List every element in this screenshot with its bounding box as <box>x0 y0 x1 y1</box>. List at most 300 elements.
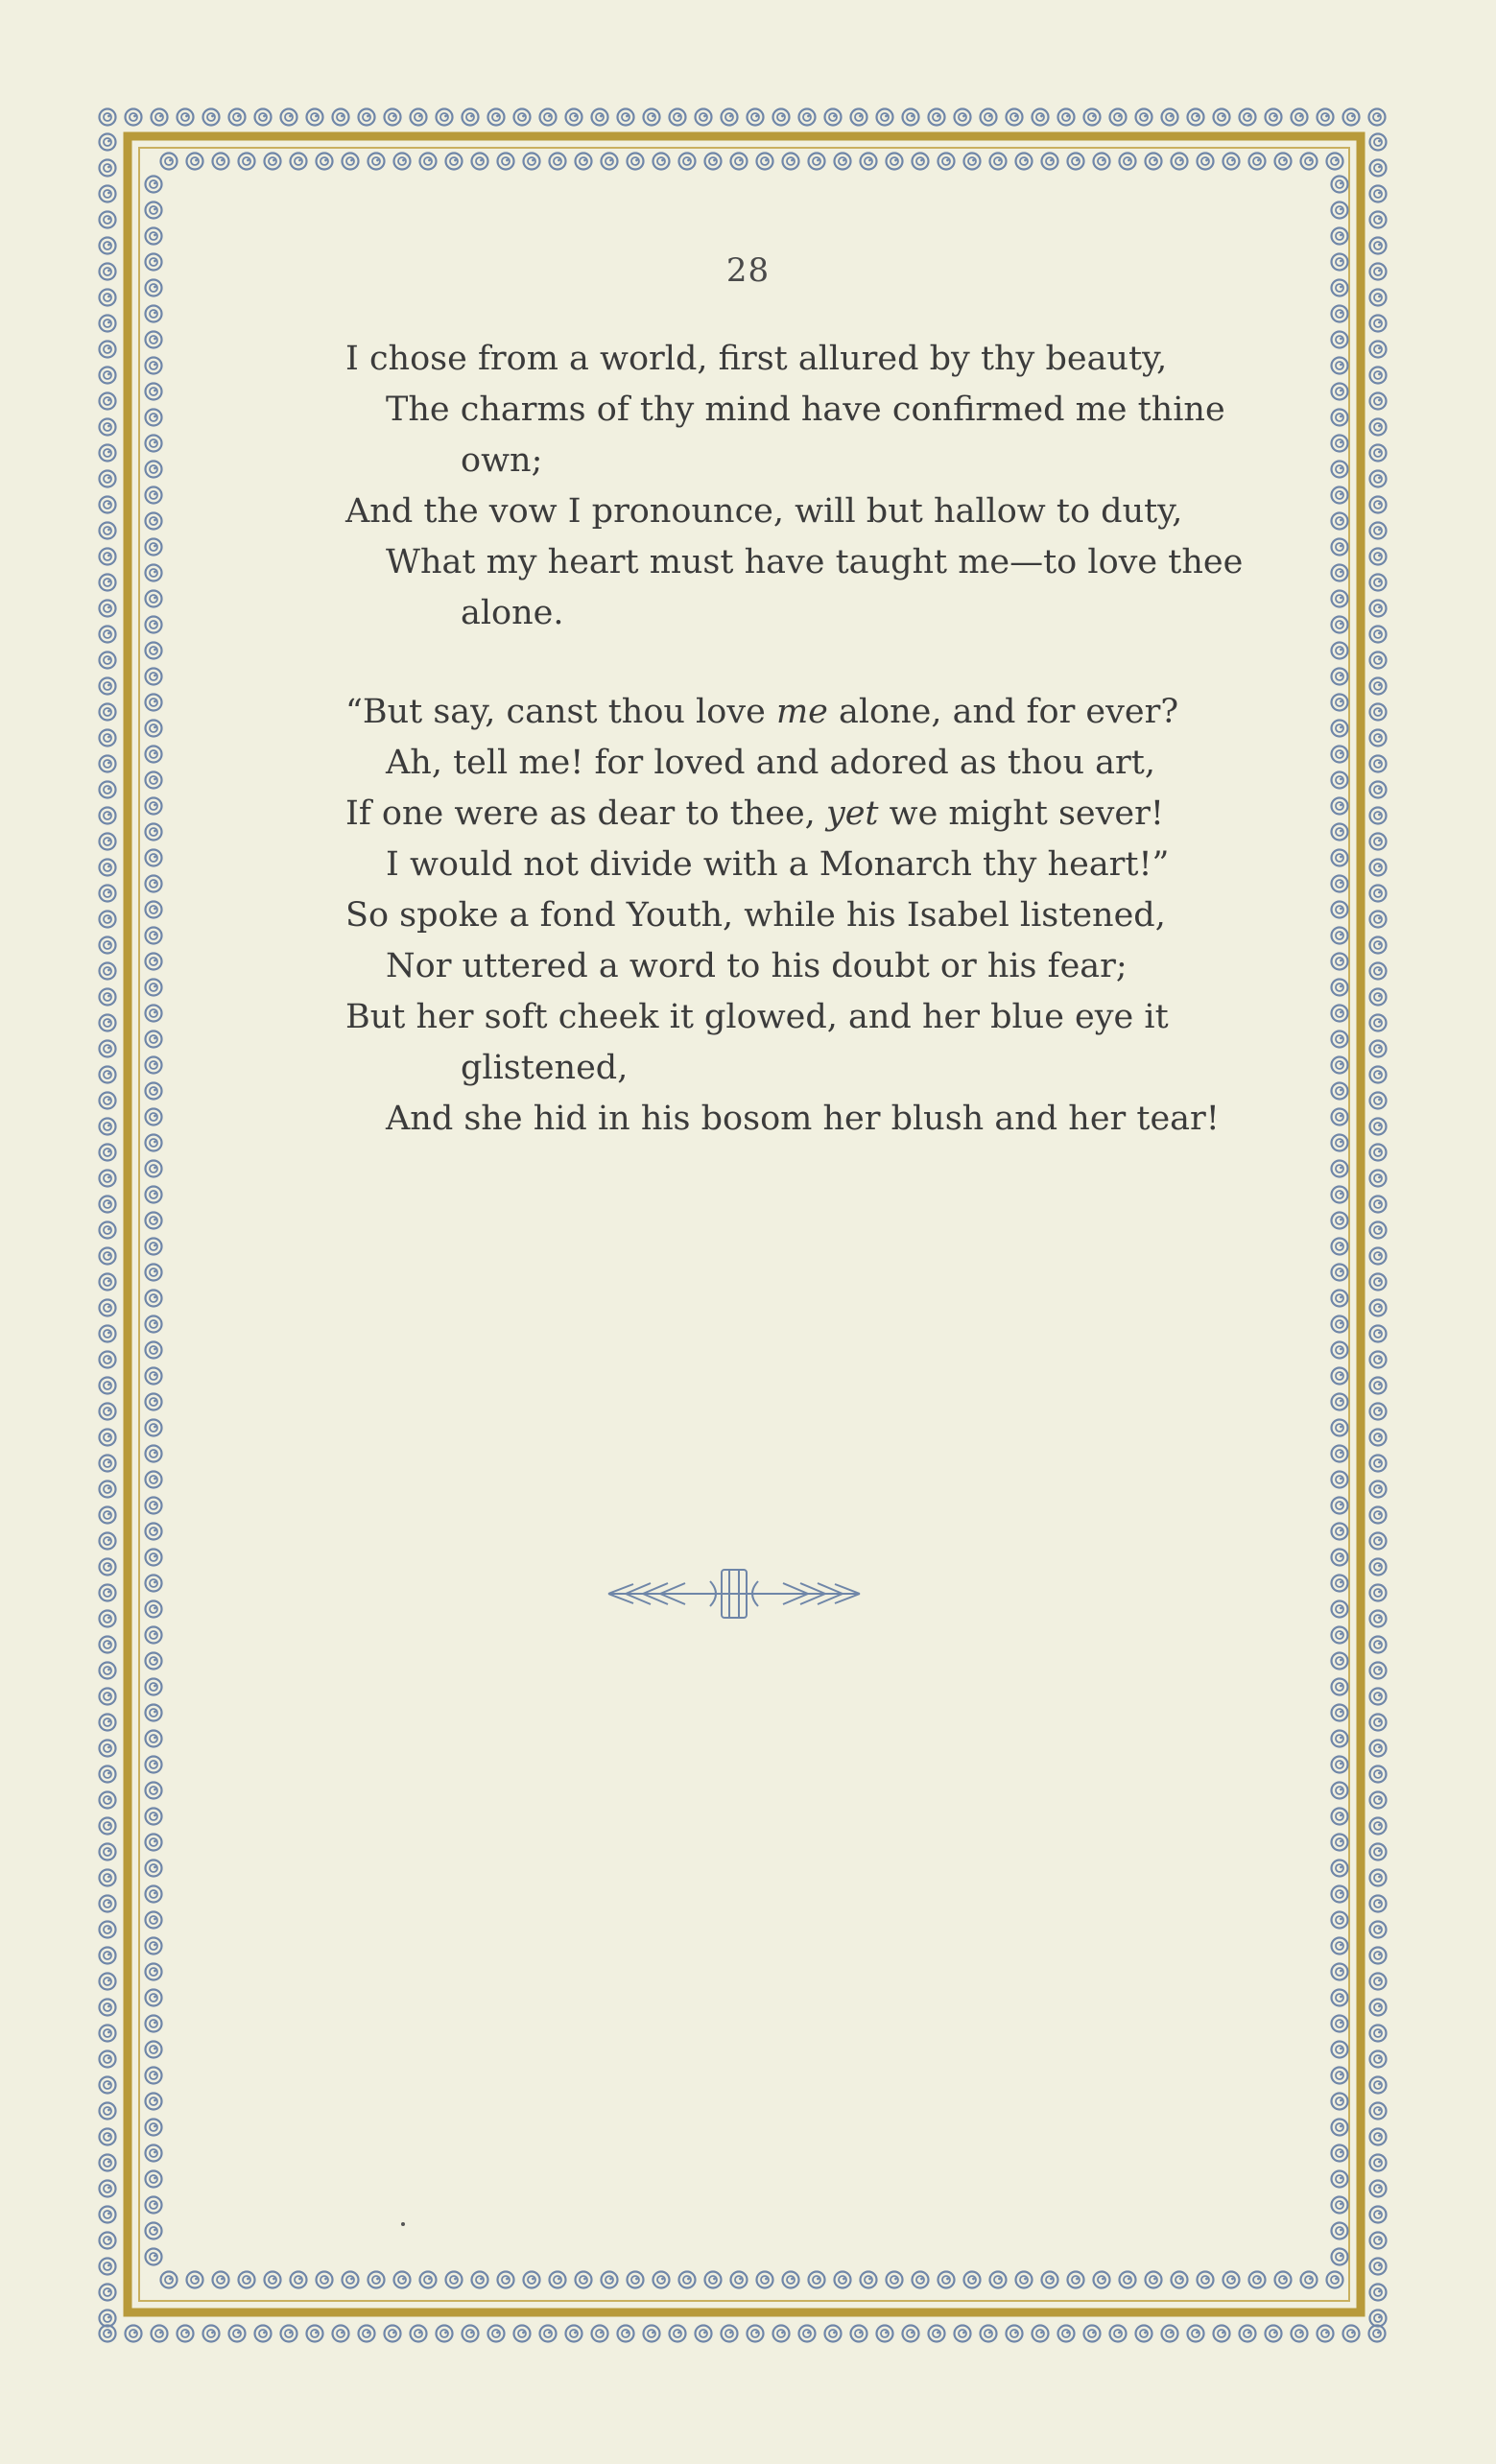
scroll-ornament-icon <box>1332 643 1348 659</box>
scroll-ornament-icon <box>100 860 116 876</box>
scroll-ornament-icon <box>1332 1679 1348 1695</box>
scroll-ornament-icon <box>146 2223 162 2239</box>
scroll-ornament-icon <box>1370 212 1387 228</box>
scroll-ornament-icon <box>1332 1291 1348 1307</box>
scroll-ornament-icon <box>1370 963 1387 980</box>
scroll-ornament-icon <box>385 109 401 126</box>
scroll-ornament-icon <box>877 2326 893 2342</box>
scroll-ornament-icon <box>146 2042 162 2058</box>
scroll-ornament-icon <box>540 2326 557 2342</box>
scroll-ornament-icon <box>1332 177 1348 193</box>
scroll-ornament-icon <box>281 109 297 126</box>
scroll-ornament-icon <box>100 1430 116 1446</box>
scroll-ornament-icon <box>100 2077 116 2094</box>
scroll-ornament-icon <box>100 1974 116 1990</box>
scroll-ornament-icon <box>291 154 307 170</box>
scroll-ornament-icon <box>887 154 903 170</box>
scroll-ornament-icon <box>498 154 514 170</box>
scroll-ornament-icon <box>1042 2272 1058 2288</box>
scroll-ornament-icon <box>146 1550 162 1566</box>
scroll-ornament-icon <box>1332 669 1348 685</box>
scroll-ornament-icon <box>146 1031 162 1048</box>
scroll-ornament-icon <box>307 109 323 126</box>
poem-line: own; <box>461 441 543 480</box>
scroll-ornament-icon <box>1240 109 1256 126</box>
scroll-ornament-icon <box>825 109 842 126</box>
scroll-ornament-icon <box>488 2326 505 2342</box>
scroll-ornament-icon <box>1120 154 1136 170</box>
scroll-ornament-icon <box>1188 109 1204 126</box>
scroll-ornament-icon <box>1110 2326 1127 2342</box>
scroll-ornament-icon <box>1370 1948 1387 1964</box>
scroll-ornament-icon <box>1332 410 1348 426</box>
emphasis: me <box>775 693 828 731</box>
scroll-ornament-icon <box>100 1766 116 1783</box>
scroll-ornament-icon <box>1332 1860 1348 1877</box>
scroll-ornament-icon <box>146 410 162 426</box>
scroll-ornament-icon <box>1370 2310 1387 2327</box>
scroll-ornament-icon <box>981 2326 997 2342</box>
scroll-ornament-icon <box>1332 1757 1348 1773</box>
stanza-1 <box>345 334 1257 639</box>
scroll-ornament-icon <box>100 109 116 126</box>
scroll-ornament-icon <box>146 2016 162 2032</box>
scroll-ornament-icon <box>851 109 867 126</box>
scroll-ornament-icon <box>100 1171 116 1187</box>
scroll-ornament-icon <box>498 2272 514 2288</box>
scroll-ornament-icon <box>411 2326 427 2342</box>
scroll-ornament-icon <box>1327 2272 1343 2288</box>
scroll-ornament-icon <box>146 850 162 866</box>
scroll-ornament-icon <box>394 2272 411 2288</box>
scroll-ornament-icon <box>1016 154 1033 170</box>
scroll-ornament-icon <box>1370 2026 1387 2042</box>
scroll-ornament-icon <box>1332 1394 1348 1410</box>
scroll-ornament-icon <box>722 2326 738 2342</box>
scroll-ornament-icon <box>679 154 696 170</box>
scroll-ornament-icon <box>146 591 162 607</box>
scroll-ornament-icon <box>1094 154 1110 170</box>
scroll-ornament-icon <box>1033 109 1049 126</box>
scroll-ornament-icon <box>1332 436 1348 452</box>
scroll-ornament-icon <box>514 109 531 126</box>
scroll-ornament-icon <box>100 1326 116 1342</box>
scroll-ornament-icon <box>146 2171 162 2188</box>
scroll-ornament-icon <box>126 2326 142 2342</box>
scroll-ornament-icon <box>100 2233 116 2249</box>
scroll-ornament-icon <box>343 2272 359 2288</box>
scroll-ornament-icon <box>1332 1031 1348 1048</box>
scroll-ornament-icon <box>265 154 281 170</box>
scroll-ornament-icon <box>100 523 116 539</box>
scroll-ornament-icon <box>146 1368 162 1385</box>
scroll-ornament-icon <box>152 109 168 126</box>
scroll-ornament-icon <box>146 1239 162 1255</box>
scroll-ornament-icon <box>333 2326 349 2342</box>
scroll-ornament-icon <box>722 109 738 126</box>
scroll-ornament-icon <box>1016 2272 1033 2288</box>
scroll-ornament-icon <box>100 652 116 669</box>
scroll-ornament-icon <box>146 2120 162 2136</box>
scroll-ornament-icon <box>1370 1248 1387 1265</box>
scroll-ornament-icon <box>524 154 540 170</box>
poem-line: I chose from a world, first allured by thy beauty, <box>345 340 1168 378</box>
scroll-ornament-icon <box>100 471 116 487</box>
scroll-ornament-icon <box>100 1533 116 1550</box>
scroll-ornament-icon <box>1332 1835 1348 1851</box>
scroll-ornament-icon <box>1370 704 1387 721</box>
scroll-ornament-icon <box>307 2326 323 2342</box>
scroll-ornament-icon <box>1370 1715 1387 1731</box>
scroll-ornament-icon <box>317 154 333 170</box>
scroll-ornament-icon <box>291 2272 307 2288</box>
scroll-ornament-icon <box>146 1938 162 1955</box>
scroll-ornament-icon <box>1332 1601 1348 1618</box>
scroll-ornament-icon <box>1370 1404 1387 1420</box>
scroll-ornament-icon <box>1370 1378 1387 1394</box>
scroll-ornament-icon <box>670 2326 686 2342</box>
scroll-ornament-icon <box>1332 1265 1348 1281</box>
scroll-ornament-icon <box>1370 523 1387 539</box>
scroll-ornament-icon <box>1370 1196 1387 1213</box>
scroll-ornament-icon <box>178 109 194 126</box>
scroll-ornament-icon <box>1369 109 1386 126</box>
scroll-ornament-icon <box>1332 2145 1348 2162</box>
scroll-ornament-icon <box>835 2272 851 2288</box>
scroll-ornament-icon <box>446 154 463 170</box>
scroll-ornament-icon <box>670 109 686 126</box>
scroll-ornament-icon <box>576 2272 592 2288</box>
scroll-ornament-icon <box>1332 1550 1348 1566</box>
scroll-ornament-icon <box>368 154 385 170</box>
scroll-ornament-icon <box>146 1601 162 1618</box>
scroll-ornament-icon <box>1068 2272 1084 2288</box>
scroll-ornament-icon <box>368 2272 385 2288</box>
scroll-ornament-icon <box>100 989 116 1006</box>
scroll-ornament-icon <box>359 109 375 126</box>
scroll-ornament-icon <box>1370 1067 1387 1083</box>
scroll-ornament-icon <box>1146 2272 1162 2288</box>
scroll-ornament-icon <box>1332 1886 1348 1903</box>
scroll-ornament-icon <box>1370 1818 1387 1835</box>
scroll-ornament-icon <box>146 1316 162 1333</box>
scroll-ornament-icon <box>100 134 116 151</box>
scroll-ornament-icon <box>550 154 566 170</box>
scroll-ornament-icon <box>100 1300 116 1316</box>
scroll-ornament-icon <box>1370 2233 1387 2249</box>
scroll-ornament-icon <box>913 154 929 170</box>
scroll-ornament-icon <box>100 912 116 928</box>
scroll-ornament-icon <box>705 154 722 170</box>
scroll-ornament-icon <box>514 2326 531 2342</box>
scroll-ornament-icon <box>1266 2326 1282 2342</box>
scroll-ornament-icon <box>1332 306 1348 322</box>
scroll-ornament-icon <box>146 798 162 815</box>
scroll-ornament-icon <box>437 109 453 126</box>
scroll-ornament-icon <box>618 2326 634 2342</box>
scroll-ornament-icon <box>1370 1637 1387 1653</box>
scroll-ornament-icon <box>100 1792 116 1809</box>
scroll-ornament-icon <box>1332 462 1348 478</box>
scroll-ornament-icon <box>472 2272 488 2288</box>
scroll-ornament-icon <box>100 2310 116 2327</box>
scroll-ornament-icon <box>100 1818 116 1835</box>
scroll-ornament-icon <box>146 2249 162 2265</box>
scroll-ornament-icon <box>100 212 116 228</box>
scroll-ornament-icon <box>100 1637 116 1653</box>
scroll-ornament-icon <box>1327 154 1343 170</box>
scroll-ornament-icon <box>757 154 773 170</box>
scroll-ornament-icon <box>146 1809 162 1825</box>
scroll-ornament-icon <box>1370 1844 1387 1860</box>
poem-line: What my heart must have taught me—to love thee <box>386 543 1244 581</box>
scroll-ornament-icon <box>1370 1559 1387 1576</box>
scroll-ornament-icon <box>146 1860 162 1877</box>
scroll-ornament-icon <box>146 384 162 400</box>
scroll-ornament-icon <box>1332 1342 1348 1359</box>
scroll-ornament-icon <box>146 643 162 659</box>
scroll-ornament-icon <box>955 2326 971 2342</box>
scroll-ornament-icon <box>1007 2326 1023 2342</box>
scroll-ornament-icon <box>411 109 427 126</box>
scroll-ornament-icon <box>187 154 203 170</box>
scroll-ornament-icon <box>913 2272 929 2288</box>
scroll-ornament-icon <box>359 2326 375 2342</box>
scroll-ornament-icon <box>146 2094 162 2110</box>
scroll-ornament-icon <box>146 2197 162 2214</box>
scroll-ornament-icon <box>146 1964 162 1980</box>
scroll-ornament-icon <box>748 2326 764 2342</box>
scroll-ornament-icon <box>229 109 246 126</box>
scroll-ornament-icon <box>1370 1430 1387 1446</box>
scroll-ornament-icon <box>229 2326 246 2342</box>
scroll-ornament-icon <box>1332 1990 1348 2006</box>
scroll-ornament-icon <box>1370 1507 1387 1524</box>
scroll-ornament-icon <box>1370 1093 1387 1109</box>
scroll-ornament-icon <box>1370 782 1387 798</box>
scroll-ornament-icon <box>1332 1316 1348 1333</box>
scroll-ornament-icon <box>213 154 229 170</box>
scroll-ornament-icon <box>1172 154 1188 170</box>
scroll-ornament-icon <box>146 824 162 841</box>
scroll-ornament-icon <box>146 980 162 996</box>
scroll-ornament-icon <box>488 109 505 126</box>
scroll-ornament-icon <box>1068 154 1084 170</box>
scroll-ornament-icon <box>446 2272 463 2288</box>
scroll-ornament-icon <box>1084 109 1101 126</box>
scroll-ornament-icon <box>100 2051 116 2068</box>
scroll-ornament-icon <box>1332 980 1348 996</box>
scroll-ornament-icon <box>100 2103 116 2120</box>
scroll-ornament-icon <box>100 316 116 332</box>
scroll-ornament-icon <box>146 1291 162 1307</box>
stanza-2 <box>345 687 1257 1145</box>
scroll-ornament-icon <box>1332 1368 1348 1385</box>
scroll-ornament-icon <box>1370 1352 1387 1368</box>
scroll-ornament-icon <box>938 154 955 170</box>
scroll-ornament-icon <box>100 1948 116 1964</box>
poem-line: Nor uttered a word to his doubt or his fear; <box>386 947 1128 985</box>
poem-line: So spoke a fond Youth, while his Isabel listened, <box>345 896 1166 935</box>
scroll-ornament-icon <box>644 109 660 126</box>
scroll-ornament-icon <box>748 109 764 126</box>
scroll-ornament-icon <box>152 2326 168 2342</box>
scroll-ornament-icon <box>1120 2272 1136 2288</box>
poem-line: I would not divide with a Monarch thy heart!” <box>386 845 1170 884</box>
scroll-ornament-icon <box>1332 1964 1348 1980</box>
scroll-ornament-icon <box>1332 2223 1348 2239</box>
scroll-ornament-icon <box>1370 2181 1387 2197</box>
scroll-ornament-icon <box>333 109 349 126</box>
scroll-ornament-icon <box>602 2272 618 2288</box>
scroll-ornament-icon <box>1370 1922 1387 1938</box>
scroll-ornament-icon <box>100 1922 116 1938</box>
scroll-ornament-icon <box>146 1705 162 1721</box>
scroll-ornament-icon <box>566 2326 582 2342</box>
scroll-ornament-icon <box>1370 756 1387 772</box>
scroll-ornament-icon <box>146 1835 162 1851</box>
scroll-ornament-icon <box>1332 1446 1348 1462</box>
scroll-ornament-icon <box>1332 824 1348 841</box>
scroll-ornament-icon <box>1332 591 1348 607</box>
scroll-ornament-icon <box>540 109 557 126</box>
scroll-ornament-icon <box>100 2026 116 2042</box>
scroll-ornament-icon <box>146 202 162 219</box>
scroll-ornament-icon <box>981 109 997 126</box>
scroll-ornament-icon <box>592 2326 608 2342</box>
scroll-ornament-icon <box>1332 1912 1348 1929</box>
scroll-ornament-icon <box>100 678 116 695</box>
scroll-ornament-icon <box>1058 109 1075 126</box>
scroll-ornament-icon <box>100 1248 116 1265</box>
scroll-ornament-icon <box>825 2326 842 2342</box>
scroll-ornament-icon <box>1332 1472 1348 1488</box>
poem-line: And the vow I pronounce, will but hallow to duty, <box>345 492 1183 531</box>
scroll-ornament-icon <box>887 2272 903 2288</box>
scroll-ornament-icon <box>146 1524 162 1540</box>
scroll-ornament-icon <box>1162 2326 1178 2342</box>
scroll-ornament-icon <box>955 109 971 126</box>
scroll-ornament-icon <box>100 808 116 824</box>
scroll-ornament-icon <box>1332 2171 1348 2188</box>
scroll-ornament-icon <box>566 109 582 126</box>
scroll-ornament-icon <box>255 2326 272 2342</box>
scroll-ornament-icon <box>1332 1239 1348 1255</box>
scroll-ornament-icon <box>146 462 162 478</box>
scroll-ornament-icon <box>1370 290 1387 306</box>
scroll-ornament-icon <box>1370 678 1387 695</box>
scroll-ornament-icon <box>1369 2326 1386 2342</box>
scroll-ornament-icon <box>1332 2120 1348 2136</box>
scroll-ornament-icon <box>100 601 116 617</box>
scroll-ornament-icon <box>773 2326 790 2342</box>
scroll-ornament-icon <box>1370 1611 1387 1627</box>
scroll-ornament-icon <box>1332 1057 1348 1074</box>
scroll-ornament-icon <box>1370 1533 1387 1550</box>
scroll-ornament-icon <box>851 2326 867 2342</box>
stanza-break <box>345 639 1257 687</box>
scroll-ornament-icon <box>146 2068 162 2084</box>
scroll-ornament-icon <box>653 2272 670 2288</box>
scroll-ornament-icon <box>696 109 712 126</box>
scroll-ornament-icon <box>255 109 272 126</box>
scroll-ornament-icon <box>1332 2042 1348 2058</box>
scroll-ornament-icon <box>809 2272 825 2288</box>
scroll-ornament-icon <box>1332 384 1348 400</box>
scroll-ornament-icon <box>100 2000 116 2016</box>
poem-line <box>345 687 1257 738</box>
scroll-ornament-icon <box>929 2326 945 2342</box>
scroll-ornament-icon <box>146 746 162 763</box>
scroll-ornament-icon <box>1332 928 1348 944</box>
scroll-ornament-icon <box>1370 2129 1387 2145</box>
scroll-ornament-icon <box>1370 134 1387 151</box>
scroll-ornament-icon <box>1370 393 1387 410</box>
scroll-ornament-icon <box>1370 2285 1387 2301</box>
line-text: If one were as dear to thee, <box>345 794 826 833</box>
scroll-ornament-icon <box>1332 1524 1348 1540</box>
scroll-ornament-icon <box>1370 2155 1387 2171</box>
scroll-ornament-icon <box>783 2272 799 2288</box>
scroll-ornament-icon <box>1370 2077 1387 2094</box>
scroll-ornament-icon <box>100 2259 116 2275</box>
scroll-ornament-icon <box>1370 1222 1387 1239</box>
scroll-ornament-icon <box>146 1420 162 1436</box>
scroll-ornament-icon <box>1370 1171 1387 1187</box>
scroll-ornament-icon <box>1332 565 1348 581</box>
scroll-ornament-icon <box>1370 2259 1387 2275</box>
scroll-ornament-icon <box>618 109 634 126</box>
scroll-ornament-icon <box>100 1404 116 1420</box>
arrow-ornament-icon <box>605 1560 864 1627</box>
scroll-ornament-icon <box>1136 2326 1152 2342</box>
scroll-ornament-icon <box>1332 954 1348 970</box>
scroll-ornament-icon <box>903 109 919 126</box>
scroll-ornament-icon <box>1332 1006 1348 1022</box>
scroll-ornament-icon <box>799 109 816 126</box>
scroll-ornament-icon <box>100 290 116 306</box>
scroll-ornament-icon <box>1370 1663 1387 1679</box>
scroll-ornament-icon <box>146 306 162 322</box>
scroll-ornament-icon <box>964 154 981 170</box>
scroll-ornament-icon <box>1332 1731 1348 1747</box>
scroll-ornament-icon <box>1332 2016 1348 2032</box>
scroll-ornament-icon <box>1370 1585 1387 1601</box>
scroll-ornament-icon <box>146 721 162 737</box>
scroll-ornament-icon <box>146 2145 162 2162</box>
scroll-ornament-icon <box>1214 2326 1230 2342</box>
scroll-ornament-icon <box>1370 186 1387 202</box>
scroll-ornament-icon <box>146 487 162 504</box>
scroll-ornament-icon <box>1332 332 1348 348</box>
scroll-ornament-icon <box>1318 109 1334 126</box>
emphasis: yet <box>825 794 879 833</box>
scroll-ornament-icon <box>1332 1809 1348 1825</box>
scroll-ornament-icon <box>783 154 799 170</box>
scroll-ornament-icon <box>1332 202 1348 219</box>
scroll-ornament-icon <box>1332 1109 1348 1125</box>
scroll-ornament-icon <box>317 2272 333 2288</box>
scroll-ornament-icon <box>161 154 178 170</box>
scroll-ornament-icon <box>146 1135 162 1151</box>
scroll-ornament-icon <box>100 1352 116 1368</box>
scroll-ornament-icon <box>592 109 608 126</box>
scroll-ornament-icon <box>100 2155 116 2171</box>
scroll-ornament-icon <box>1332 1627 1348 1644</box>
scroll-ornament-icon <box>146 1627 162 1644</box>
scroll-ornament-icon <box>1223 154 1240 170</box>
scroll-ornament-icon <box>1223 2272 1240 2288</box>
